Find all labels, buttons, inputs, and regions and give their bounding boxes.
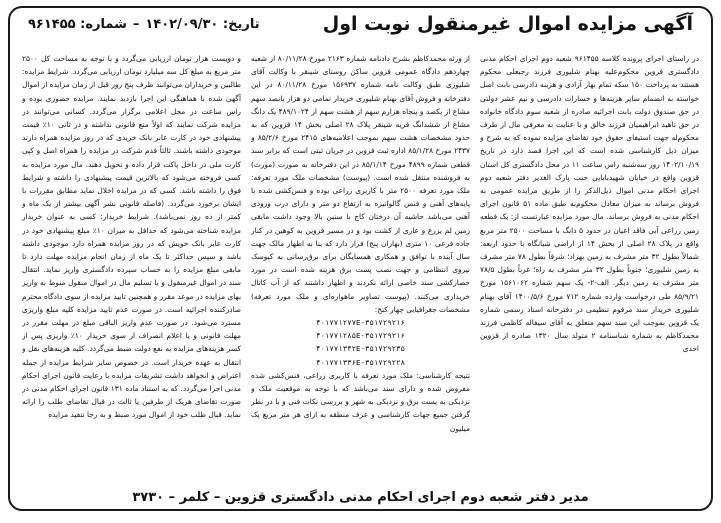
- notice-number: شماره: ۹۶۱۴۵۵: [28, 17, 127, 32]
- column-right-text: در راستای اجرای پرونده کلاسه ۹۶۱۴۵۵ شعبه دوم اجرای احکام مدنی دادگستری قزوین محکوم‌علیه بهنام شلیوری فرزند رجبعلی محکوم هستند به پرداخت ۱۵۰ سکه تمام بهار آزادی و هزینه دادرسی بابت اصل خواسته به انضمام سایر هزینه‌ها و خسارات دادرسی و نیم عشر دولتی در حق صندوق دولت بابت اجرائیه صادره از شعبه سوم دادگاه خانواده در حق تاهید ابراهیمیان فرزند خالق و با عنایت به معرفی مال از طرف محکوم‌له جهت استیفای حقوق خود تقاضای مزایده نموده که به شرح و میزان ذیل کارشناسی شده است که این اجرا قصد دارد در تاریخ ۱۴۰۲/۱۰/۱۹ روز سه‌شنبه راس ساعت ۱۱ در محل دادگستری کل استان قزوین واقع در خیابان شهیدبابایی جنب پارک الغدیر دفتر شعبه دوم اجرای احکام مدنی اموال ذیل‌الذکر را از طریق مزایده عمومی به فروش برساند به میزان معادل محکوم‌به طبق ماده ۵۱ قانون اجرای احکام مدنی به فروش برساند. مال مورد مزایده عبارتست از: یک قطعه زمین زراعی آبی فاقد اعیان در حدود ۵ دانگ با مساحت ۲۵۰۰ متر مربع واقع در پلاک ۲۸ اصلی از بخش ۱۴ از اراضی شبانگاه با حدود اربعه: شمالاً بطول ۳۲ متر مشرف به زمین بهزاد؛ شرقاً بطول ۷۸ متر مشرف به زمین شلیوری؛ جنوباً بطول ۳۲ متر مشرف به راه؛ غرباً بطول ۷۸/۵ متر مشرف به زمین دیگر. الف-۲- یک سهم شماره ۱۵۶۱۰۶۲ مورخ ۸۵/۹/۲۱ طی درخواست وارده شماره ۷۱۲ مورخ ۱۴۰۰/۵/۶ آقای بهنام شلیوری خریدار سند مرقوم تنظیمی در دفترخانه اسناد رسمی شماره یک قزوین بموجب این سند سهم متعلق به آقای سیفاله کاظمی فرزند محمدکاظم به شماره شناسنامه ۲ متولد سال ۱۳۲۰ صادره از قزوین احدی: [480, 54, 699, 354]
- column-left: [22, 52, 241, 481]
- notice-date-number: [28, 17, 260, 32]
- dash-separator: –: [132, 17, 140, 32]
- column-left-text: و دویست هزار تومان ارزیابی می‌گردد و با توجه به مساحت کل ۲۵۰۰ متر مربع به مبلغ کل سه میلیارد تومان ارزیابی می‌گردد. شرایط مزایده: طالبین و خریداران می‌توانند ظرف پنج روز قبل از زمان مزایده از اموال آگهی شده با هماهنگی این اجرا بازدید نمایند. مزایده حضوری بوده و راس ساعت در محل اعلامی برگزار می‌گردد. کسانی می‌توانند در مزایده شرکت نمایند که اولاً متع قانونی نداشته و در ثانی ۱۰٪ قیمت پیشنهادی خود در کارت عابر بانک خریدی که در روز مزایده همراه دارند موجودی داشته باشند. ثالثاً قدم شرکت در مزایده را همراه اصل و کپی کارت ملی در داخل پاکت قرار داده و تحویل دهند. مال مورد مزایده به کسی فروخته می‌شود که بالاترین قیمت پیشنهادی را داشته و شرایط فوق را داشته باشد. کسی که در مزایده اخلال نماید مطابق مقررات با ایشان برخورد می‌گردد. (فاصله قانونی نشر آگهی بیشتر از یک ماه و کمتر از ده روز نمی‌باشد). شرایط خریدار: کسی به عنوان خریدار مزایده شناخته می‌شود که حداقل به میزان ۱۰٪ مبلغ پیشنهادی خود در کارت عابر بانک خویش که در روز مزایده همراه دارد موجودی داشته باشد و سپس حداکثر تا یک ماه از زمان انجام مزایده مهلت دارد تا مابقی مبلغ مزایده را به حساب سپرده دادگستری واریز نماید. انتقال سند در اموال غیرمنقول و یا تسلیم مال در اموال منقول منوط به واریز بهای مزایده در موعد مقرر و همچنین تایید مزایده از سوی دادگاه محترم صادرکننده اجرائیه است. در صورت عدم تایید مزایده کلیه مبلغ واریزی مسترد می‌شود. در صورت عدم واریز الباقی مبلغ در مهلت مقرر در مهلت قانونی و یا اعلام انصراف از سوی خریدار ۱۰٪ واریزی پس از کسر هزینه‌های مزایده به نفع دولت ضبط می‌گردد. کلیه هزینه‌های نقل و انتقال به عهده خریدار است. در خصوص سایر شرایط مزایده از جمله اعتراض و انخواهد داشت تشریفات مزایده با رعایت قانون اجرای احکام مدنی اجرا می‌گردد. که به استناد ماده ۱۳۱ قانون اجرای احکام مدنی در صورت تقاضای هریک از طرفین یا ثالث در قبال تقاضای طلب را ارائه نماید. قبال طلب خود از اموال مورد ضبط و به رجا تنفیذ مزایده: [22, 54, 241, 420]
- column-middle: [251, 52, 470, 481]
- notice-footer: مدیر دفتر شعبه دوم اجرای احکام مدنی دادگستری قزوین – کلمر – ۳۷۳۰: [132, 490, 589, 505]
- column-middle-end-text: نتیجه کارشناسی: ملک مورد تعرفه با کاربری زراعی، فنس‌کشی شده مفروض شده و دارای سند می‌باشد که با توجه به موقعیت ملک و نزدیکی به پست برق و نزدیکی به شهر و بررسی نکات فنی و با در نظر گرفتن جمیع جهات کارشناسی و عرف منطقه به ازای هر متر مربع یک میلیون: [251, 370, 470, 433]
- notice-header: [10, 8, 711, 52]
- coordinate-line: ۴۰۱۷۷۱۳۴۲E-۳۵۱۷۲۹۲۳۵: [316, 344, 405, 354]
- coordinates-list: [251, 316, 470, 369]
- column-middle-text: از ورثه محمدکاظم بشرح دادنامه شماره ۲۱۶۳ مورخ ۸۰/۱۱/۲۸ از شعبه چهاردهم دادگاه عمومی قزوین ساکن روستای شینقر با وکالت آقای شلیوری طبق وکالت نامه شماره ۱۵۶۹۳۷ مورخ ۸۰/۱۱/۲۸ در این دفترخانه و فروش آقای بهنام شلیوری خریدار تمامی دو هزار یانصد سهم مشاع از یکصد و پنجاه هزارم سهم از هشت سهم از ۴۸۹/۱۰۲۴ یک دانگ مشاع از ششدانگ قریه شینقر پلاک ۲۸ اصلی بخش ۱۴ قزوین که به حدود مشخصات هشت سهم بموجب اعلامیه‌های ۲۴۱۵ مورخ ۸۵/۲/۶ و ۲۴۳۷ مورخ ۸۵/۱/۲۸ اداره ثبت قزوین در جریان ثبتی است که برابر سند قطعی شماره ۴۸۹۹ مورخ ۸۵/۱/۱۴ در این دفترخانه به صورت (مورث) به فروشنده منتقل شده است. (پیوست) مشخصات ملک مورد تعرفه: ملک مورد تعرفه ۲۵۰۰ متر با کاربری زراعی بوده و فنس‌کشی شده با پایه‌های آهنی و فنس گالوانیزه به ارتفاع دو متر و دارای درب ورودی آهنی می‌باشد حاشیه آن درختان کاج با سنین بالا وجود داشت مابقی زمین لم یزرع و عاری از کشت بود و در مسیر قزوین به کوهین در کنار جاده فرعی ۱۰ متری (بهاران پنج) قرار دارد که بنا به اظهار مالک جهت سال آینده با توافق و همکاری همسایگان برای برق‌رسانی به کیوسک نیروی انتظامی و جهت نصب پست برق هزینه شده است در مورد حصار‌‌‌‌‌‌کشی سند خاصی ارائه نکردند و اظهار داشتند که از آب کانال خریداری می‌کنند. (پیوست تصاویر ماهواره‌ای و ملک مورد تعرفه) مشخصات جغرافیایی چهار کنج:: [251, 54, 470, 314]
- notice-columns: [22, 52, 699, 481]
- notice-date: تاریخ: ۱۴۰۲/۰۹/۳۰: [145, 17, 260, 32]
- coordinate-line: ۴۰۱۷۷۱۲۷۷E-۳۵۱۷۲۹۲۱۶: [316, 318, 405, 328]
- notice-title: آگهی مزایده اموال غیرمنقول نوبت اول: [322, 13, 693, 35]
- coordinate-line: ۴۰۱۷۷۱۲۸۵E-۳۵۱۷۲۹۲۱۶: [316, 331, 405, 341]
- notice-page: [8, 6, 713, 511]
- coordinate-line: ۴۰۱۷۷۱۳۳۶E-۳۵۱۷۲۹۲۲۸: [316, 357, 405, 367]
- column-right: [480, 52, 699, 481]
